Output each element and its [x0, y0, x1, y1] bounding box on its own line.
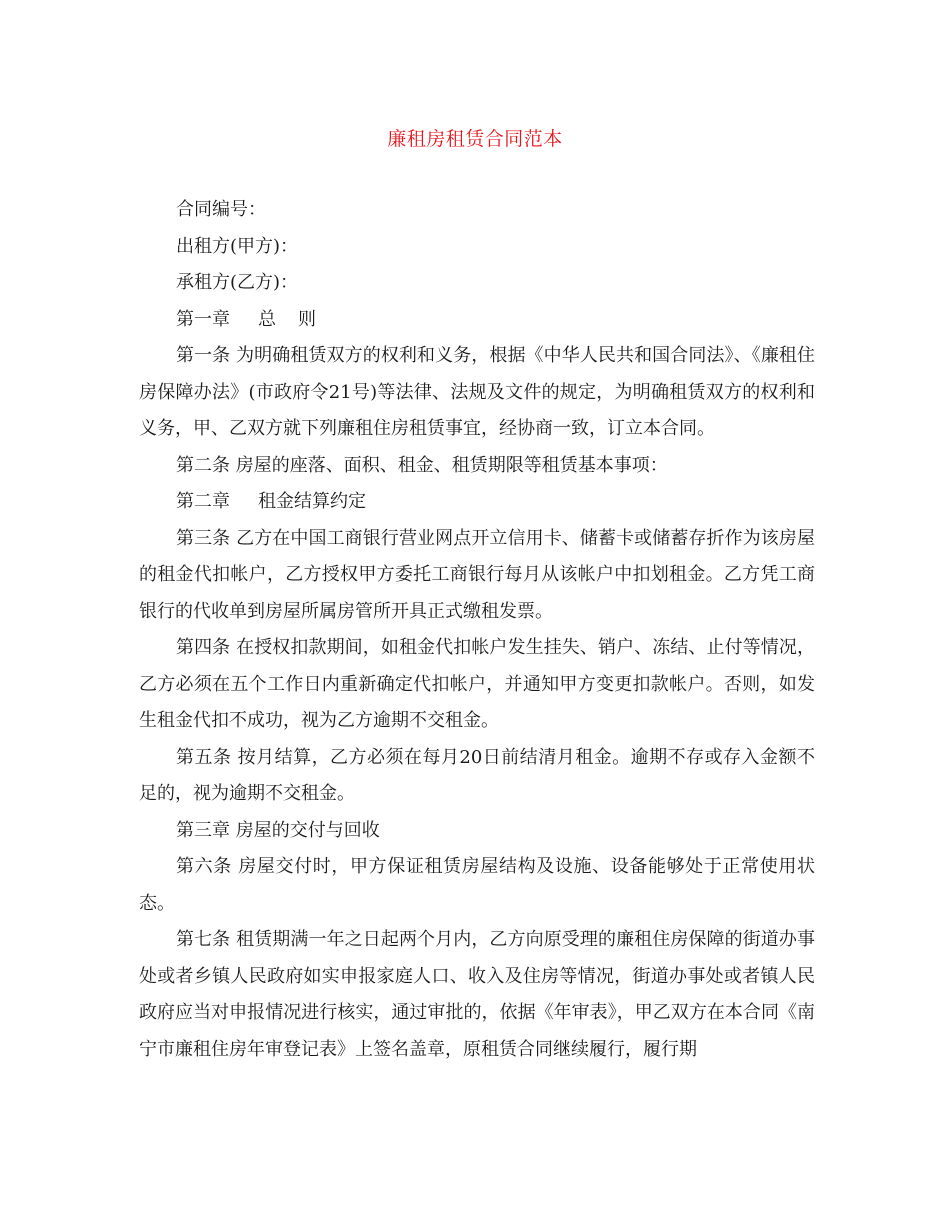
document-body: [139, 192, 815, 1068]
article-4: 第四条 在授权扣款期间，如租金代扣帐户发生挂失、销户、冻结、止付等情况，乙方必须在五个工作日内重新确定代扣帐户，并通知甲方变更扣款帐户。否则，如发生租金代扣不成功，视为乙方逾期不交租金。: [139, 637, 815, 731]
lessor-field: 出租方(甲方)：: [176, 235, 299, 257]
article-1: 第一条 为明确租赁双方的权利和义务，根据《中华人民共和国合同法》、《廉租住房保障办法》(市政府令21号)等法律、法规及文件的规定，为明确租赁双方的权利和义务，甲、乙双方就下列廉租住房租赁事宜，经协商一致，订立本合同。: [139, 345, 815, 439]
chapter-1-name-2: 则: [298, 308, 316, 330]
lessee-field: 承租方(乙方)：: [176, 272, 299, 293]
contract-number-field: 合同编号：: [176, 199, 266, 220]
article-7: 第七条 租赁期满一年之日起两个月内，乙方向原受理的廉租住房保障的街道办事处或者乡镇人民政府如实申报家庭人口、收入及住房等情况，街道办事处或者镇人民政府应当对申报情况进行核实，通过审批的，依据《年审表》，甲乙双方在本合同《南宁市廉租住房年审登记表》上签名盖章，原租赁合同继续履行，履行期: [139, 929, 815, 1060]
chapter-1-label: 第一章: [176, 308, 230, 330]
chapter-1-heading: [139, 302, 815, 339]
chapter-2-name: 租金结算约定: [258, 491, 366, 512]
chapter-1-name: 总: [258, 308, 276, 330]
chapter-3-heading: 第三章 房屋的交付与回收: [176, 819, 380, 841]
document-title: 廉租房租赁合同范本: [387, 128, 563, 150]
article-3: 第三条 乙方在中国工商银行营业网点开立信用卡、储蓄卡或储蓄存折作为该房屋的租金代扣帐户，乙方授权甲方委托工商银行每月从该帐户中扣划租金。乙方凭工商银行的代收单到房屋所属房管所开具正式缴租发票。: [139, 527, 815, 622]
chapter-2-label: 第二章: [176, 491, 230, 512]
article-6: 第六条 房屋交付时，甲方保证租赁房屋结构及设施、设备能够处于正常使用状态。: [139, 856, 815, 914]
article-2: 第二条 房屋的座落、面积、租金、租赁期限等租赁基本事项：: [176, 454, 668, 476]
article-5: 第五条 按月结算，乙方必须在每月20日前结清月租金。逾期不存或存入金额不足的，视为逾期不交租金。: [139, 746, 815, 804]
chapter-2-heading: [139, 484, 815, 521]
